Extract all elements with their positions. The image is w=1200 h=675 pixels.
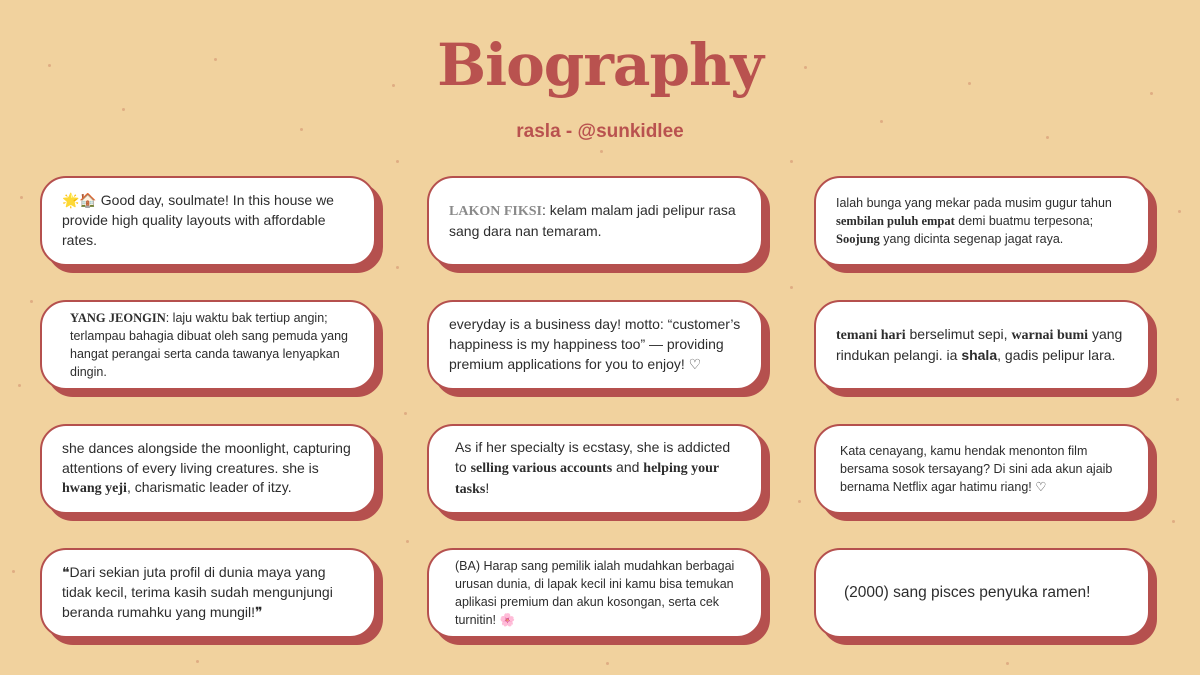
bio-card-6 [814,300,1150,390]
bio-card-10 [40,548,376,638]
bio-card-9 [814,424,1150,514]
bio-card-text: she dances alongside the moonlight, capturing attentions of every living creatures. she is hwang yeji, charismatic leader of itzy. [62,439,351,497]
bio-card-4 [40,300,376,390]
bio-card-3 [814,176,1150,266]
lakon-fiksi-brand: LAKON FIKSI [449,203,542,219]
bio-card-11 [427,548,763,638]
bio-card-12 [814,548,1150,638]
sun-house-emoji-icon: 🌟🏠 [62,192,97,209]
bio-card-7 [40,424,376,514]
bio-card-2 [427,176,763,266]
bio-card-text: YANG JEONGIN: laju waktu bak tertiup angin; terlampau bahagia dibuat oleh sang pemuda yang hangat perangai serta canda tawanya lenyapkan dingin. [70,310,348,380]
bio-card-text: As if her specialty is ecstasy, she is addicted to selling various accounts and helping your tasks! [455,439,731,497]
bio-card-text: Ialah bunga yang mekar pada musim gugur tahun sembilan puluh empat demi buatmu terpesona; Soojung yang dicinta segenap jagat raya. [836,195,1112,247]
bio-card-text: ❝Dari sekian juta profil di dunia maya yang tidak kecil, terima kasih sudah mengunjungi beranda rumahku yang mungil!❞ [62,564,333,620]
bio-card-text: everyday is a business day! motto: “customer’s happiness is my happiness too” — providing premium applications for you to enjoy! ♡ [449,316,741,372]
bio-card-text: LAKON FIKSI: kelam malam jadi pelipur rasa sang dara nan temaram. [449,201,736,239]
bio-card-8 [427,424,763,514]
bio-card-text: (BA) Harap sang pemilik ialah mudahkan berbagai urusan dunia, di lapak kecil ini kamu bisa temukan aplikasi premium dan akun kosongan, serta cek turnitin! 🌸 [455,558,735,628]
bio-card-text: Kata cenayang, kamu hendak menonton film bersama sosok tersayang? Di sini ada akun ajaib bernama Netflix agar hatimu riang! ♡ [840,443,1113,495]
bio-card-1 [40,176,376,266]
page-title: Biography [437,31,763,99]
page-subtitle: rasla - @sunkidlee [516,121,684,142]
bio-card-text: 🌟🏠 Good day, soulmate! In this house we provide high quality layouts with affordable rates. [62,192,334,248]
bio-card-5 [427,300,763,390]
bio-card-text: temani hari berselimut sepi, warnai bumi yang rindukan pelangi. ia shala, gadis pelipur lara. [836,325,1123,363]
bio-card-text: (2000) sang pisces penyuka ramen! [844,584,1091,601]
